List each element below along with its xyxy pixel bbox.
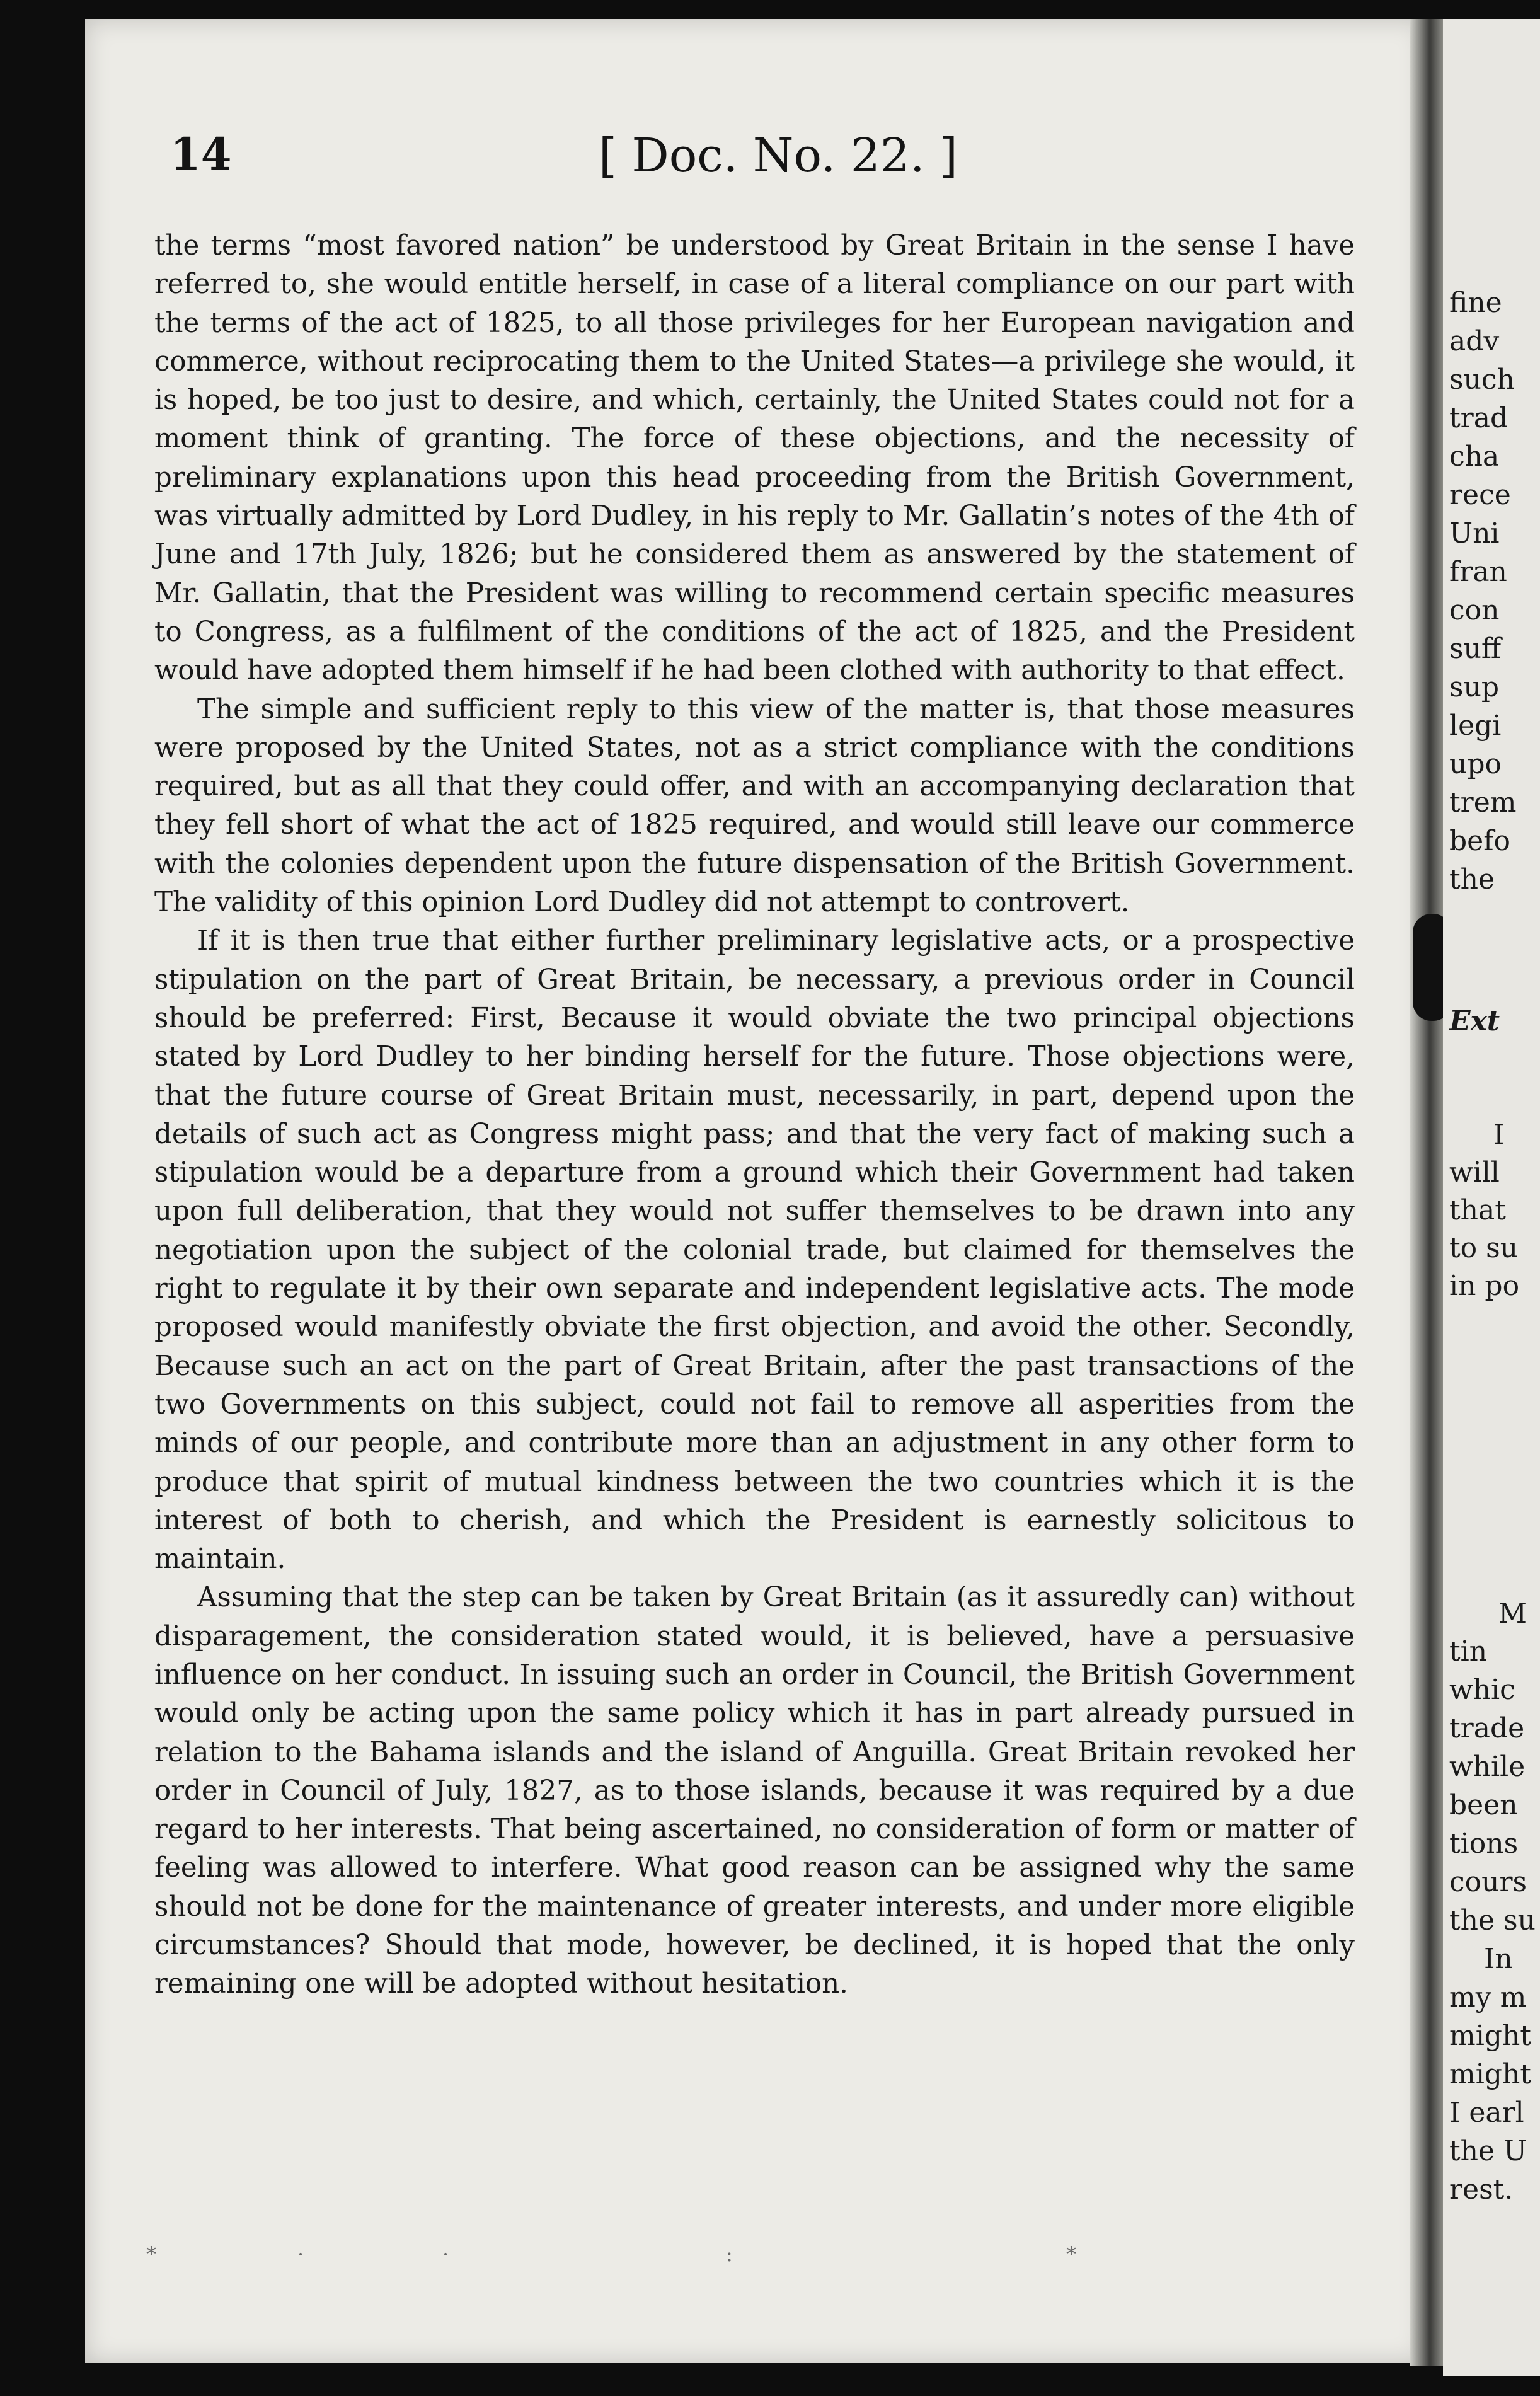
- facing-line: In: [1484, 1943, 1513, 1975]
- facing-line: trem: [1449, 786, 1517, 819]
- facing-line: fran: [1449, 556, 1507, 588]
- facing-page: [1443, 19, 1540, 2376]
- facing-line: tions: [1449, 1828, 1519, 1860]
- facing-line: legi: [1449, 710, 1502, 742]
- facing-line: might: [1449, 2020, 1531, 2052]
- paragraph: If it is then true that either further preliminary legislative acts, or a prospective stipulation on the part of Great Britain, be necessary, a previous order in Council should be preferred: First, Because it would obviate the two principal objections stated by Lord Dudley to her binding herself for the future. Those objections were, that the future course of Great Britain must, necessarily, in part, depend upon the details of such act as Congress might pass; and that the very fact of making such a stipulation would be a departure from a ground which their Government had taken upon full deliberation, that they would not suffer themselves to be drawn into any negotiation upon the subject of the colonial trade, but claimed for themselves the right to regulate it by their own separate and independent legislative acts. The mode proposed would manifestly obviate the first objection, and avoid the other. Secondly, Because such an act on the part of Great Britain, after the past transactions of the two Governments on this subject, could not fail to remove all asperities from the minds of our people, and contribute more than an adjustment in any other form to produce that spirit of mutual kindness between the two countries which it is the interest of both to cherish, and which the President is earnestly solicitous to maintain.: [154, 925, 1355, 1575]
- facing-line: rest.: [1449, 2174, 1514, 2206]
- facing-line: such: [1449, 364, 1515, 396]
- facing-line: Uni: [1449, 517, 1500, 550]
- facing-line: fine: [1449, 287, 1502, 319]
- facing-line: tin: [1449, 1635, 1488, 1667]
- paragraph-continued: the terms “most favored nation” be understood by Great Britain in the sense I have referred to, she would entitle herself, in case of a literal compliance on our part with the terms of the act of 1825, to all those privileges for her European navigation and commerce, without reciprocating them to the United States—a privilege she would, it is hoped, be too just to desire, and which, certainly, the United States could not for a moment think of granting. The force of these objections, and the necessity of preliminary explanations upon this head proceeding from the British Government, was virtually admitted by Lord Dudley, in his reply to Mr. Gallatin’s notes of the 4th of June and 17th July, 1826; but he considered them as answered by the statement of Mr. Gallatin, that the President was willing to recommend certain specific measures to Congress, as a fulfilment of the conditions of the act of 1825, and the President would have adopted them himself if he had been clothed with authority to that effect.: [154, 230, 1355, 687]
- facing-line: might: [1449, 2058, 1531, 2090]
- facing-line: cours: [1449, 1866, 1527, 1898]
- facing-line: my m: [1449, 1981, 1527, 2013]
- facing-line: in po: [1449, 1270, 1520, 1302]
- facing-line: the U: [1449, 2135, 1527, 2167]
- page-number: 14: [170, 128, 232, 180]
- facing-line: whic: [1449, 1674, 1515, 1706]
- facing-line: the su: [1449, 1904, 1536, 1937]
- facing-line: befo: [1449, 825, 1510, 857]
- paragraph: The simple and sufficient reply to this view of the matter is, that those measures were proposed by the United States, not as a strict compliance with the conditions required, but as all that they could offer, and with an accompanying declaration that they fell short of what the act of 1825 required, and would still leave our commerce with the colonies dependent upon the future dispensation of the British Government. The validity of this opinion Lord Dudley did not attempt to controvert.: [154, 693, 1355, 919]
- facing-line: rece: [1449, 479, 1511, 511]
- facing-line: trad: [1449, 402, 1508, 434]
- paragraph: Assuming that the step can be taken by Great Britain (as it assuredly can) without disparagement, the consideration stated would, it is believed, have a persuasive influence on her conduct. In issuing such an order in Council, the British Government would only be acting upon the same policy which it has in part already pursued in relation to the Bahama islands and the island of Anguilla. Great Britain revoked her order in Council of July, 1827, as to those islands, because it was required by a due regard to her interests. That being ascertained, no consideration of form or matter of feeling was allowed to interfere. What good reason can be assigned why the same should not be done for the maintenance of greater interests, and under more eligible circumstances? Should that mode, however, be declined, it is hoped that the only remaining one will be adopted without hesitation.: [154, 1582, 1355, 2000]
- print-specks: * · · : *: [146, 2242, 1076, 2266]
- facing-line: adv: [1449, 325, 1500, 357]
- facing-line: that: [1449, 1194, 1506, 1226]
- facing-line: the: [1449, 863, 1495, 896]
- facing-line: suff: [1449, 633, 1502, 665]
- facing-heading: Ext: [1449, 1005, 1500, 1037]
- facing-line: while: [1449, 1751, 1526, 1783]
- facing-line: I earl: [1449, 2097, 1524, 2129]
- facing-line: sup: [1449, 671, 1500, 703]
- facing-line: cha: [1449, 441, 1500, 473]
- facing-line: to su: [1449, 1232, 1519, 1264]
- facing-line: M: [1498, 1598, 1527, 1630]
- facing-line: con: [1449, 594, 1500, 626]
- facing-line: upo: [1449, 748, 1502, 780]
- facing-line: will: [1449, 1156, 1500, 1189]
- body-text: [154, 227, 1355, 2004]
- book-gutter: [1410, 19, 1443, 2366]
- facing-line: I: [1493, 1119, 1505, 1151]
- facing-line: been: [1449, 1789, 1518, 1821]
- facing-line: trade: [1449, 1712, 1525, 1744]
- document-reference: [ Doc. No. 22. ]: [599, 129, 958, 183]
- page-header: [170, 128, 1367, 202]
